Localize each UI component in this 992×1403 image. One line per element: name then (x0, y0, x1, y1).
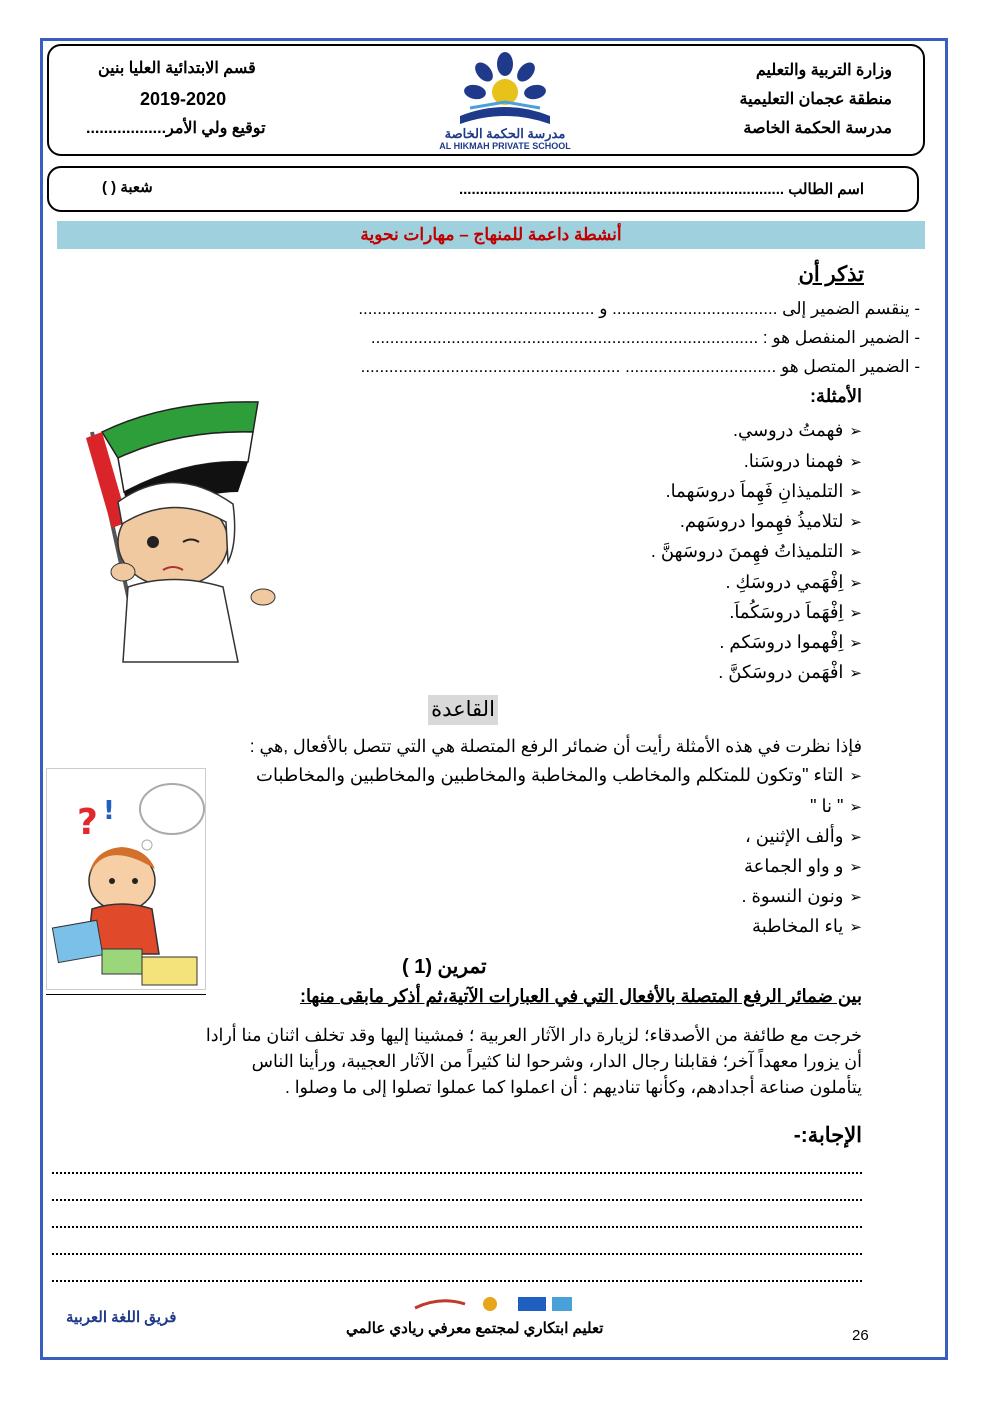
answer-line[interactable] (52, 1226, 862, 1228)
exercise-paragraph-line: خرجت مع طائفة من الأصدقاء؛ لزيارة دار الآثار العربية ؛ فمشينا إليها وقد تخلف اثنان منا أرادا (205, 1025, 862, 1045)
examples-title: الأمثلة: (810, 386, 862, 406)
boy-with-flag-illustration (78, 392, 278, 677)
rule-item: ➢" نا " (810, 796, 862, 816)
answer-line[interactable] (52, 1199, 862, 1201)
check-arrow-icon: ➢ (849, 799, 862, 816)
check-arrow-icon: ➢ (849, 514, 862, 531)
check-arrow-icon: ➢ (849, 635, 862, 652)
example-item: ➢اِفْهَمي دروسَكِ . (725, 572, 862, 592)
exercise-instruction: بين ضمائر الرفع المتصلة بالأفعال التي في العبارات الآتية،ثم أذكر مابقى منها: (299, 986, 862, 1006)
check-arrow-icon: ➢ (849, 919, 862, 936)
year-text: 2019-2020 (140, 89, 227, 109)
check-arrow-icon: ➢ (849, 889, 862, 906)
ministry-text: وزارة التربية والتعليم (755, 62, 892, 79)
footer-logos (410, 1294, 580, 1314)
logo-arabic-name: مدرسة الحكمة الخاصة (444, 126, 566, 141)
answer-line[interactable] (52, 1172, 862, 1174)
signature-text: توقيع ولي الأمر.................. (86, 120, 266, 137)
check-arrow-icon: ➢ (849, 859, 862, 876)
example-item: ➢اِفْهموا دروسَكم . (719, 632, 862, 652)
remember-line-1: - ينقسم الضمير إلى ................................... و .................................................. (358, 299, 920, 318)
section-text: قسم الابتدائية العليا بنين (98, 60, 256, 77)
example-item: ➢فهمنا دروسَنا. (743, 451, 862, 471)
check-arrow-icon: ➢ (849, 454, 862, 471)
rule-item: ➢و واو الجماعة (743, 856, 862, 876)
exercise-paragraph-line: يتأملون صناعة أجدادهم، وكأنها تناديهم : أن اعملوا كما عملوا تصلوا إلى ما وصلوا . (284, 1077, 862, 1097)
check-arrow-icon: ➢ (849, 423, 862, 440)
rule-item: ➢ونون النسوة . (741, 886, 862, 906)
activity-banner: أنشطة داعمة للمنهاج – مهارات نحوية (57, 221, 925, 249)
example-item: ➢افْهَمن دروسَكنَّ . (718, 662, 862, 682)
thinking-boy-icon (47, 769, 205, 989)
logo-english-name: AL HIKMAH PRIVATE SCHOOL (439, 141, 571, 151)
exercise-paragraph (102, 1022, 862, 1100)
example-item: ➢فهمتُ دروسي. (732, 420, 862, 440)
example-item: ➢التلميذاتُ فهِمنَ دروسَهنَّ . (650, 541, 862, 561)
exercise-title: تمرين (1 ) (402, 956, 487, 978)
class-field[interactable]: شعبة ( ) (102, 179, 153, 196)
page-number: 26 (852, 1327, 869, 1344)
exercise-paragraph-line: أن يزورا معهداً آخر؛ فقابلنا رجال الدار، وشرحوا لنا كثيراً من الآثار العجيبة، ورأينا الناس (251, 1051, 862, 1071)
student-name-field[interactable]: اسم الطالب .............................................................................. (458, 181, 864, 198)
remember-line-3: - الضمير المتصل هو ................................ ....................................................... (360, 357, 920, 376)
footer-slogan: تعليم ابتكاري لمجتمع معرفي ريادي عالمي (346, 1320, 604, 1337)
uae-flag-boy-icon (78, 392, 278, 677)
answer-line[interactable] (52, 1253, 862, 1255)
check-arrow-icon: ➢ (849, 605, 862, 622)
school-text: مدرسة الحكمة الخاصة (743, 120, 892, 137)
team-name: فريق اللغة العربية (66, 1309, 177, 1326)
rule-item: ➢التاء "وتكون للمتكلم والمخاطب والمخاطبة والمخاطبين والمخاطبين والمخاطبات (256, 765, 862, 785)
school-logo (420, 50, 590, 152)
check-arrow-icon: ➢ (849, 575, 862, 592)
example-item: ➢لتلاميذُ فهِموا دروسَهم. (679, 511, 862, 531)
check-arrow-icon: ➢ (849, 665, 862, 682)
rule-item: ➢وألف الإثنين ، (744, 826, 862, 846)
check-arrow-icon: ➢ (849, 544, 862, 561)
example-item: ➢التلميذانِ فَهِماَ دروسَهما. (665, 481, 862, 501)
answer-label: الإجابة:- (793, 1124, 862, 1147)
answer-line[interactable] (52, 1280, 862, 1282)
zone-text: منطقة عجمان التعليمية (739, 91, 892, 108)
example-item: ➢اِفْهَماَ دروسَكُماَ. (729, 602, 862, 622)
thinking-boy-illustration (46, 768, 206, 990)
check-arrow-icon: ➢ (849, 768, 862, 785)
partner-logos-icon (410, 1294, 580, 1314)
remember-line-2: - الضمير المنفصل هو : .................................................................................. (370, 328, 920, 347)
check-arrow-icon: ➢ (849, 484, 862, 501)
remember-title: تذكر أن (798, 263, 864, 286)
svg-text:?: ? (77, 802, 98, 843)
rule-intro: فإذا نظرت في هذه الأمثلة رأيت أن ضمائر الرفع المتصلة هي التي تتصل بالأفعال ,هي : (249, 736, 862, 756)
check-arrow-icon: ➢ (849, 829, 862, 846)
rule-title: القاعدة (428, 695, 498, 725)
svg-text:!: ! (103, 796, 115, 826)
rule-item: ➢ياء المخاطبة (752, 916, 862, 936)
exercise-rule-line (46, 994, 206, 995)
